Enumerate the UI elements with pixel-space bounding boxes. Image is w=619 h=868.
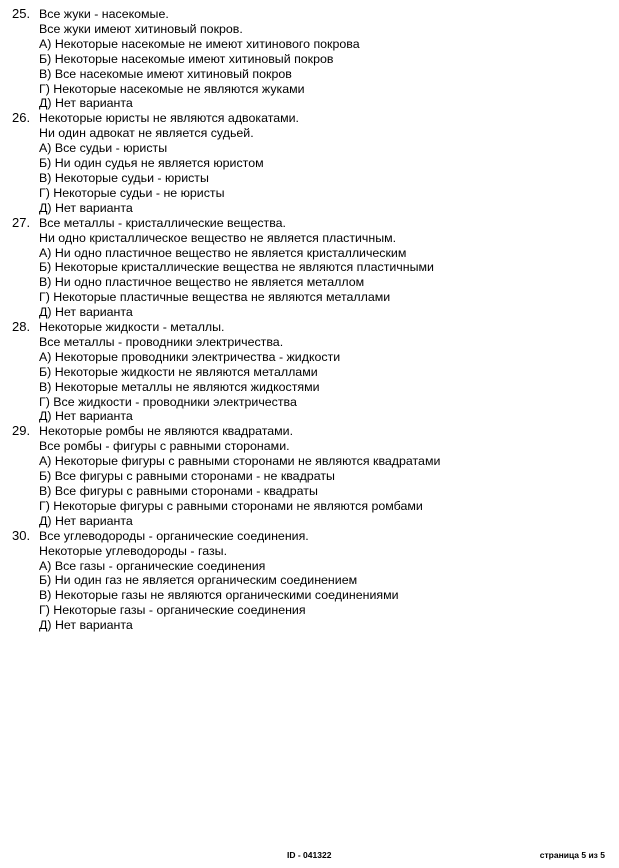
answer-option-b: Б) Все фигуры с равными сторонами - не квадраты <box>39 469 335 484</box>
answer-option-g: Г) Некоторые фигуры с равными сторонами не являются ромбами <box>39 498 423 513</box>
answer-option-a: А) Все судьи - юристы <box>39 141 168 156</box>
answer-option-v: В) Ни одно пластичное вещество не является металлом <box>39 275 365 290</box>
premise-1: Все металлы - кристаллические вещества. <box>39 215 286 230</box>
answer-option-g: Г) Все жидкости - проводники электричества <box>39 394 297 409</box>
question-27 <box>0 216 619 320</box>
question-number: 28. <box>12 319 31 335</box>
answer-option-g: Г) Некоторые пластичные вещества не являются металлами <box>39 290 391 305</box>
answer-option-v: В) Все насекомые имеют хитиновый покров <box>39 66 292 81</box>
premise-2: Все металлы - проводники электричества. <box>39 334 284 349</box>
premise-2: Все жуки имеют хитиновый покров. <box>39 21 243 36</box>
question-number: 29. <box>12 423 31 439</box>
premise-2: Ни один адвокат не является судьей. <box>39 126 254 141</box>
question-28 <box>0 320 619 424</box>
premise-1: Все углеводороды - органические соединения. <box>39 528 309 543</box>
answer-option-g: Г) Некоторые насекомые не являются жуками <box>39 81 305 96</box>
answer-option-v: В) Некоторые газы не являются органическими соединениями <box>39 588 399 603</box>
answer-option-v: В) Некоторые судьи - юристы <box>39 170 209 185</box>
question-number: 25. <box>12 6 31 21</box>
question-list <box>0 7 619 633</box>
answer-option-d: Д) Нет варианта <box>39 96 133 111</box>
premise-2: Все ромбы - фигуры с равными сторонами. <box>39 439 290 454</box>
premise-1: Некоторые жидкости - металлы. <box>39 320 225 335</box>
answer-option-b: Б) Некоторые кристаллические вещества не являются пластичными <box>39 260 434 275</box>
premise-1: Некоторые юристы не являются адвокатами. <box>39 111 300 126</box>
question-26 <box>0 111 619 215</box>
answer-option-b: Б) Ни один судья не является юристом <box>39 156 264 171</box>
answer-option-d: Д) Нет варианта <box>39 200 133 215</box>
answer-option-g: Г) Некоторые судьи - не юристы <box>39 185 225 200</box>
answer-option-a: А) Некоторые фигуры с равными сторонами не являются квадратами <box>39 454 441 469</box>
answer-option-b: Б) Некоторые насекомые имеют хитиновый покров <box>39 51 334 66</box>
page-footer <box>0 850 619 862</box>
premise-1: Некоторые ромбы не являются квадратами. <box>39 424 294 439</box>
answer-option-v: В) Некоторые металлы не являются жидкостями <box>39 379 320 394</box>
answer-option-b: Б) Ни один газ не является органическим соединением <box>39 573 358 588</box>
question-number: 26. <box>12 110 31 126</box>
question-number: 30. <box>12 527 31 543</box>
answer-option-d: Д) Нет варианта <box>39 305 133 320</box>
answer-option-a: А) Ни одно пластичное вещество не является кристаллическим <box>39 245 407 260</box>
premise-2: Некоторые углеводороды - газы. <box>39 543 228 558</box>
answer-option-g: Г) Некоторые газы - органические соединения <box>39 603 306 618</box>
answer-option-v: В) Все фигуры с равными сторонами - квадраты <box>39 484 318 498</box>
question-30 <box>0 529 619 633</box>
answer-option-d: Д) Нет варианта <box>39 618 133 633</box>
premise-2: Ни одно кристаллическое вещество не является пластичным. <box>39 230 397 245</box>
page-number: страница 5 из 5 <box>539 850 605 860</box>
question-25 <box>0 7 619 111</box>
answer-option-d: Д) Нет варианта <box>39 513 133 528</box>
premise-1: Все жуки - насекомые. <box>39 7 169 21</box>
question-number: 27. <box>12 214 31 230</box>
question-29 <box>0 424 619 528</box>
answer-option-a: А) Все газы - органические соединения <box>39 558 266 573</box>
answer-option-b: Б) Некоторые жидкости не являются металлами <box>39 364 318 379</box>
answer-option-a: А) Некоторые насекомые не имеют хитинового покрова <box>39 36 360 51</box>
answer-option-d: Д) Нет варианта <box>39 409 133 424</box>
answer-option-a: А) Некоторые проводники электричества - жидкости <box>39 349 341 364</box>
document-id: ID - 041322 <box>287 850 332 860</box>
